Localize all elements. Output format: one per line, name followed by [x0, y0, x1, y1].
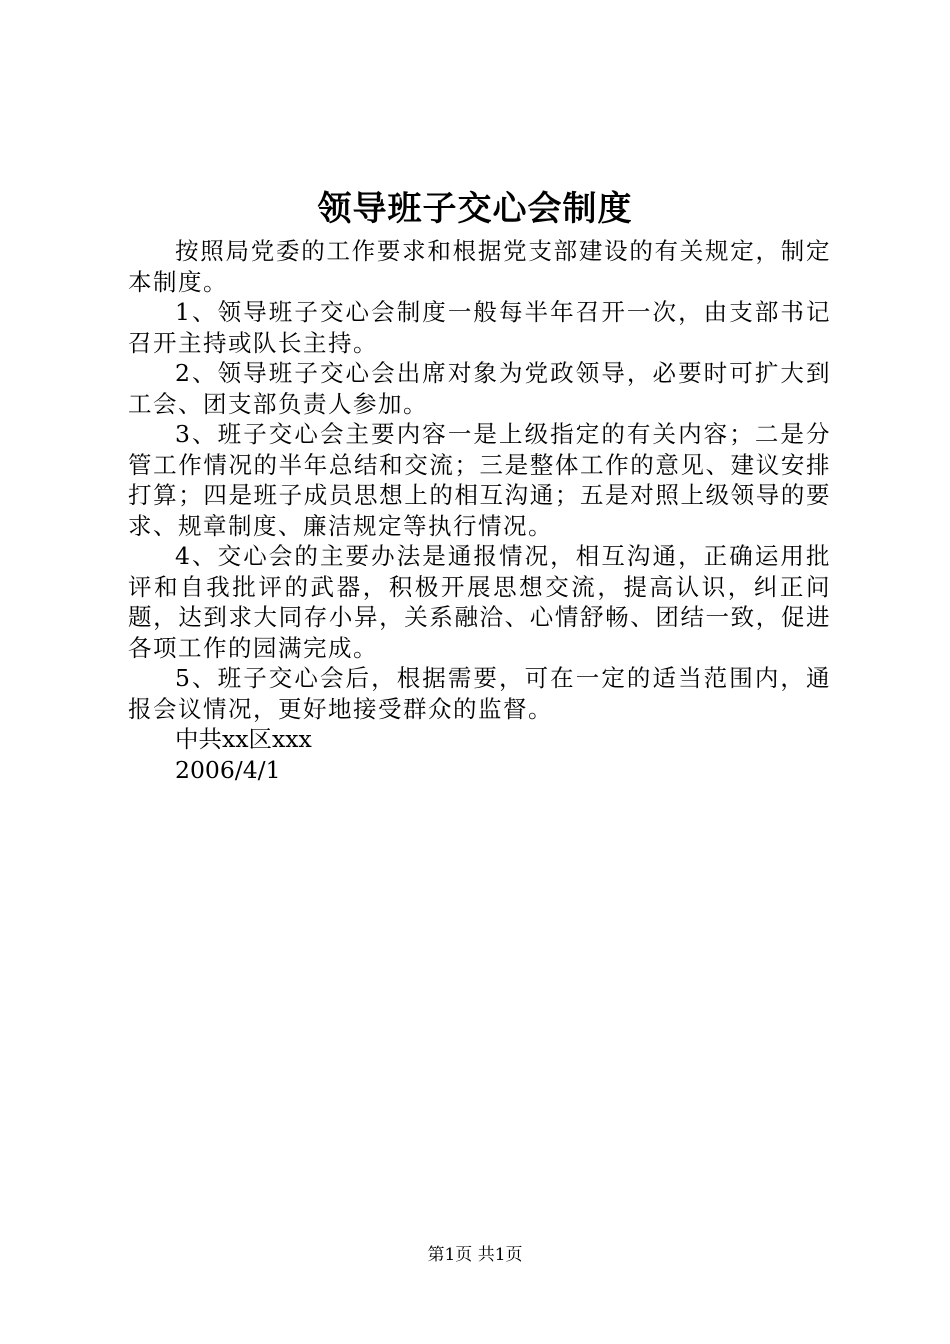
page-footer: 第1页 共1页 — [427, 1245, 523, 1265]
paragraph-item-4: 4、交心会的主要办法是通报情况，相互沟通，正确运用批评和自我批评的武器，积极开展思想交流，提高认识，纠正问题，达到求大同存小异，关系融洽、心情舒畅、团结一致，促进各项工作的园满完成。 — [128, 542, 831, 662]
paragraph-intro: 按照局党委的工作要求和根据党支部建设的有关规定，制定本制度。 — [128, 237, 831, 296]
paragraph-item-2: 2、领导班子交心会出席对象为党政领导，必要时可扩大到工会、团支部负责人参加。 — [128, 359, 831, 418]
document-body — [128, 236, 831, 785]
paragraph-item-1: 1、领导班子交心会制度一般每半年召开一次，由支部书记召开主持或队长主持。 — [128, 298, 831, 357]
paragraph-item-3: 3、班子交心会主要内容一是上级指定的有关内容；二是分管工作情况的半年总结和交流；三是整体工作的意见、建议安排打算；四是班子成员思想上的相互沟通；五是对照上级领导的要求、规章制度、廉洁规定等执行情况。 — [128, 420, 831, 540]
document-title: 领导班子交心会制度 — [317, 189, 633, 229]
document-date: 2006/4/1 — [175, 755, 281, 784]
signature: 中共xx区xxx — [175, 725, 312, 753]
paragraph-item-5: 5、班子交心会后，根据需要，可在一定的适当范围内，通报会议情况，更好地接受群众的监督。 — [128, 664, 831, 723]
